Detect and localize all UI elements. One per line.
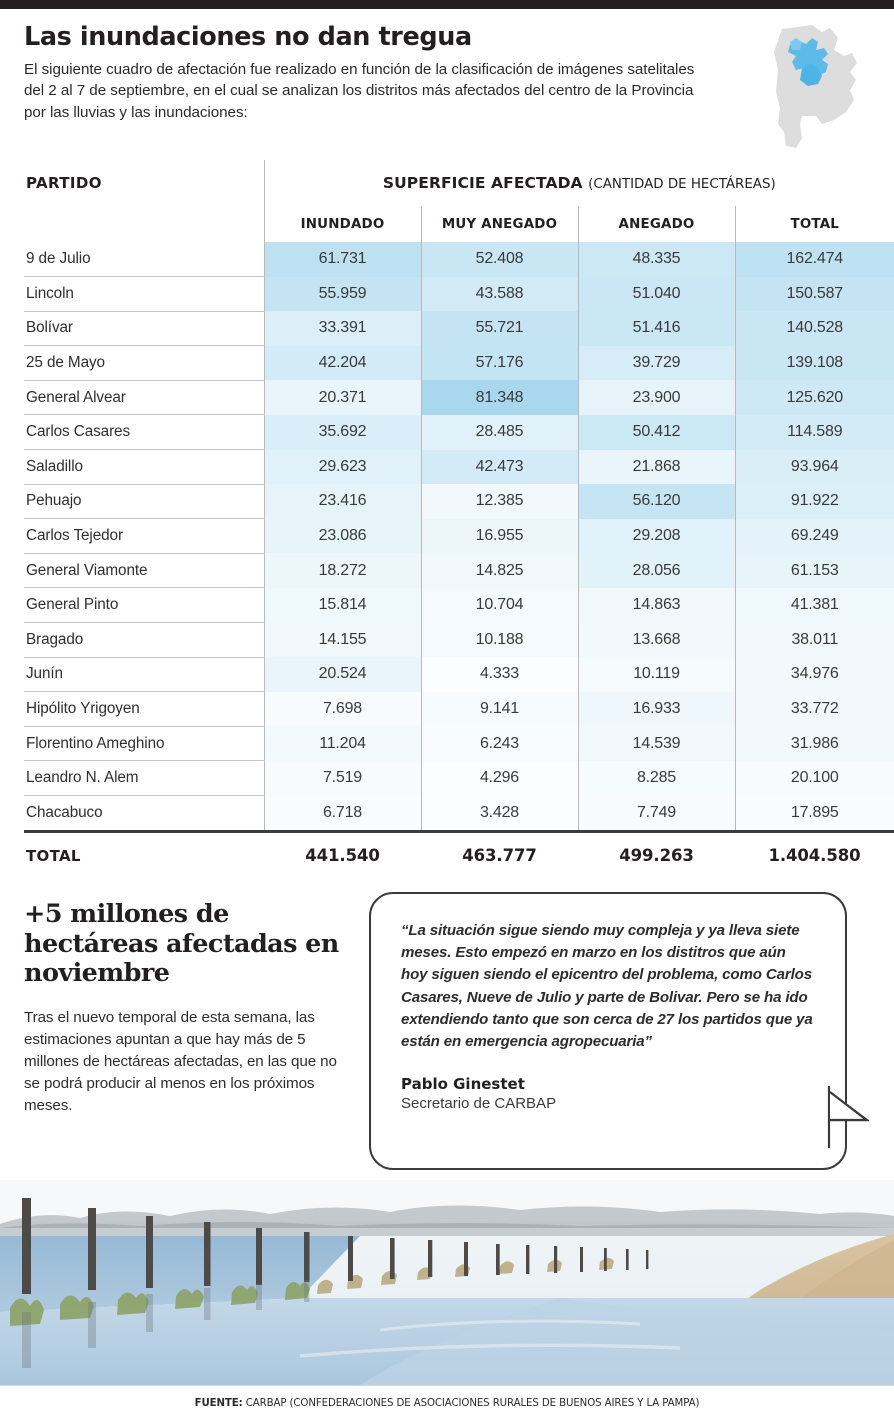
cell-anegado: 14.539 [578, 726, 735, 761]
total-row-label: TOTAL [26, 846, 81, 865]
total-inundado: 441.540 [305, 846, 380, 866]
cell-partido: Leandro N. Alem [24, 761, 264, 796]
cell-partido: Florentino Ameghino [24, 726, 264, 761]
cell-muy-anegado: 14.825 [421, 553, 578, 588]
kicker-block [24, 900, 344, 1117]
cell-anegado: 23.900 [578, 380, 735, 415]
flooded-field-photo [0, 1180, 894, 1385]
cell-muy-anegado: 10.188 [421, 623, 578, 658]
cell-muy-anegado: 28.485 [421, 415, 578, 450]
cell-muy-anegado: 57.176 [421, 346, 578, 381]
cell-anegado: 39.729 [578, 346, 735, 381]
page-title: Las inundaciones no dan tregua [24, 22, 472, 52]
cell-anegado: 56.120 [578, 484, 735, 519]
speech-bubble-tail-icon [827, 1086, 869, 1148]
group-unit: (CANTIDAD DE HECTÁREAS) [588, 177, 776, 192]
cell-total: 34.976 [735, 657, 894, 692]
cell-inundado: 15.814 [264, 588, 421, 623]
cell-total: 139.108 [735, 346, 894, 381]
cell-inundado: 7.698 [264, 692, 421, 727]
source-text: CARBAP (CONFEDERACIONES DE ASOCIACIONES RURALES DE BUENOS AIRES Y LA PAMPA) [242, 1398, 700, 1409]
cell-anegado: 48.335 [578, 242, 735, 277]
table-row [24, 657, 894, 692]
cell-partido: Chacabuco [26, 804, 103, 822]
cell-anegado: 29.208 [578, 519, 735, 554]
cell-partido: 25 de Mayo [24, 346, 264, 381]
cell-inundado: 18.272 [264, 553, 421, 588]
table-row [24, 588, 894, 623]
cell-partido: General Viamonte [24, 553, 264, 588]
cell-total: 41.381 [735, 588, 894, 623]
buenos-aires-province-map-icon [760, 20, 878, 152]
lower-section [0, 892, 894, 1172]
table-row [24, 726, 894, 761]
cell-inundado: 35.692 [264, 415, 421, 450]
cell-total: 140.528 [735, 311, 894, 346]
cell-muy-anegado: 81.348 [421, 380, 578, 415]
cell-total: 38.011 [735, 623, 894, 658]
cell-total: 31.986 [735, 726, 894, 761]
cell-partido: Carlos Tejedor [24, 519, 264, 554]
cell-inundado: 20.524 [264, 657, 421, 692]
cell-partido: 9 de Julio [24, 242, 264, 277]
table-row [24, 242, 894, 277]
cell-muy-anegado: 16.955 [421, 519, 578, 554]
cell-anegado: 8.285 [578, 761, 735, 796]
kicker-title: +5 millones de hectáreas afectadas en noviembre [24, 899, 339, 989]
cell-inundado: 14.155 [264, 623, 421, 658]
cell-muy-anegado: 52.408 [421, 242, 578, 277]
cell-partido: Bragado [24, 623, 264, 658]
cell-inundado: 20.371 [264, 380, 421, 415]
cell-total: 91.922 [735, 484, 894, 519]
column-header-muy-anegado: MUY ANEGADO [421, 206, 578, 242]
cell-anegado: 51.416 [578, 311, 735, 346]
cell-anegado: 10.119 [578, 657, 735, 692]
cell-inundado: 23.416 [264, 484, 421, 519]
table-row [24, 796, 894, 831]
table-row [24, 484, 894, 519]
cell-partido: Lincoln [24, 277, 264, 312]
table-row [24, 380, 894, 415]
cell-muy-anegado: 10.704 [421, 588, 578, 623]
cell-inundado: 6.718 [264, 796, 421, 831]
cell-partido: Junín [24, 657, 264, 692]
cell-inundado: 7.519 [264, 761, 421, 796]
top-black-rule [0, 0, 894, 9]
cell-total: 150.587 [735, 277, 894, 312]
table-row [24, 450, 894, 485]
cell-total: 61.153 [735, 553, 894, 588]
source-footer [0, 1385, 894, 1421]
cell-inundado: 42.204 [264, 346, 421, 381]
cell-partido: General Alvear [24, 380, 264, 415]
cell-partido: Bolívar [24, 311, 264, 346]
cell-anegado: 14.863 [578, 588, 735, 623]
cell-muy-anegado: 55.721 [421, 311, 578, 346]
cell-partido: Carlos Casares [24, 415, 264, 450]
column-header-partido: PARTIDO [26, 174, 102, 192]
kicker-body: Tras el nuevo temporal de esta semana, las estimaciones apuntan a que hay más de 5 millones de hectáreas afectadas, en las que no se podrá producir al menos en los próximos meses. [24, 1008, 337, 1114]
cell-muy-anegado: 43.588 [421, 277, 578, 312]
source-label: FUENTE: [194, 1398, 243, 1409]
total-muy-anegado: 463.777 [462, 846, 537, 866]
table-row [24, 277, 894, 312]
cell-total: 93.964 [735, 450, 894, 485]
cell-inundado: 55.959 [264, 277, 421, 312]
cell-muy-anegado: 6.243 [421, 726, 578, 761]
cell-muy-anegado: 4.333 [421, 657, 578, 692]
cell-total: 125.620 [735, 380, 894, 415]
table-row [24, 519, 894, 554]
cell-inundado: 61.731 [264, 242, 421, 277]
cell-anegado: 51.040 [578, 277, 735, 312]
cell-anegado: 16.933 [578, 692, 735, 727]
cell-muy-anegado: 42.473 [421, 450, 578, 485]
standfirst-text: El siguiente cuadro de afectación fue realizado en función de la clasificación de imágenes satelitales del 2 al 7 de septiembre, en el cual se analizan los distritos más afectados del centro de la Provincia por las lluvias y las inundaciones: [24, 60, 695, 121]
cell-muy-anegado: 12.385 [421, 484, 578, 519]
quote-bubble-box [369, 892, 847, 1170]
cell-muy-anegado: 3.428 [421, 796, 578, 831]
flood-total-table [24, 833, 894, 879]
table-group-header-row [24, 160, 894, 206]
cell-inundado: 33.391 [264, 311, 421, 346]
table-row [24, 623, 894, 658]
total-anegado: 499.263 [619, 846, 694, 866]
column-group-header [264, 160, 894, 206]
total-total: 1.404.580 [768, 846, 861, 866]
table-total-row [24, 833, 894, 879]
column-header-inundado: INUNDADO [264, 206, 421, 242]
cell-muy-anegado: 9.141 [421, 692, 578, 727]
quote-author-name: Pablo Ginestet [401, 1075, 525, 1094]
table-subheader-row [24, 206, 894, 242]
quote-text: “La situación sigue siendo muy compleja y ya lleva siete meses. Esto empezó en marzo en los distitros que aún hoy siguen siendo el epicentro del problema, como Carlos Casares, Nueve de Julio y parte de Bolivar. Pero se ha ido extendiendo tanto que son cerca de 27 los partidos que ya están en emergencia agropecuaria” [401, 922, 813, 1050]
flood-table [24, 160, 894, 830]
flood-table-body [24, 242, 894, 830]
cell-anegado: 21.868 [578, 450, 735, 485]
table-row [24, 761, 894, 796]
cell-inundado: 29.623 [264, 450, 421, 485]
table-row [24, 553, 894, 588]
cell-total: 162.474 [735, 242, 894, 277]
table-row [24, 415, 894, 450]
column-header-anegado: ANEGADO [578, 206, 735, 242]
quote-bubble [369, 892, 869, 1170]
column-header-total: TOTAL [735, 206, 894, 242]
cell-inundado: 23.086 [264, 519, 421, 554]
cell-total: 33.772 [735, 692, 894, 727]
table-row [24, 311, 894, 346]
cell-anegado: 28.056 [578, 553, 735, 588]
cell-partido: Saladillo [24, 450, 264, 485]
group-title: SUPERFICIE AFECTADA [382, 174, 583, 192]
cell-total: 17.895 [735, 796, 894, 831]
cell-total: 20.100 [735, 761, 894, 796]
cell-partido: Hipólito Yrigoyen [24, 692, 264, 727]
flood-table-section [0, 160, 894, 879]
column-header-spacer [24, 206, 264, 242]
cell-anegado: 7.749 [578, 796, 735, 831]
cell-inundado: 11.204 [264, 726, 421, 761]
cell-muy-anegado: 4.296 [421, 761, 578, 796]
cell-partido: General Pinto [24, 588, 264, 623]
cell-anegado: 50.412 [578, 415, 735, 450]
table-row [24, 692, 894, 727]
cell-anegado: 13.668 [578, 623, 735, 658]
cell-total: 69.249 [735, 519, 894, 554]
source-line [195, 1398, 700, 1409]
cell-total: 114.589 [735, 415, 894, 450]
quote-attribution [401, 1075, 815, 1112]
table-row [24, 346, 894, 381]
quote-author-role: Secretario de CARBAP [401, 1095, 557, 1113]
cell-partido: Pehuajo [24, 484, 264, 519]
